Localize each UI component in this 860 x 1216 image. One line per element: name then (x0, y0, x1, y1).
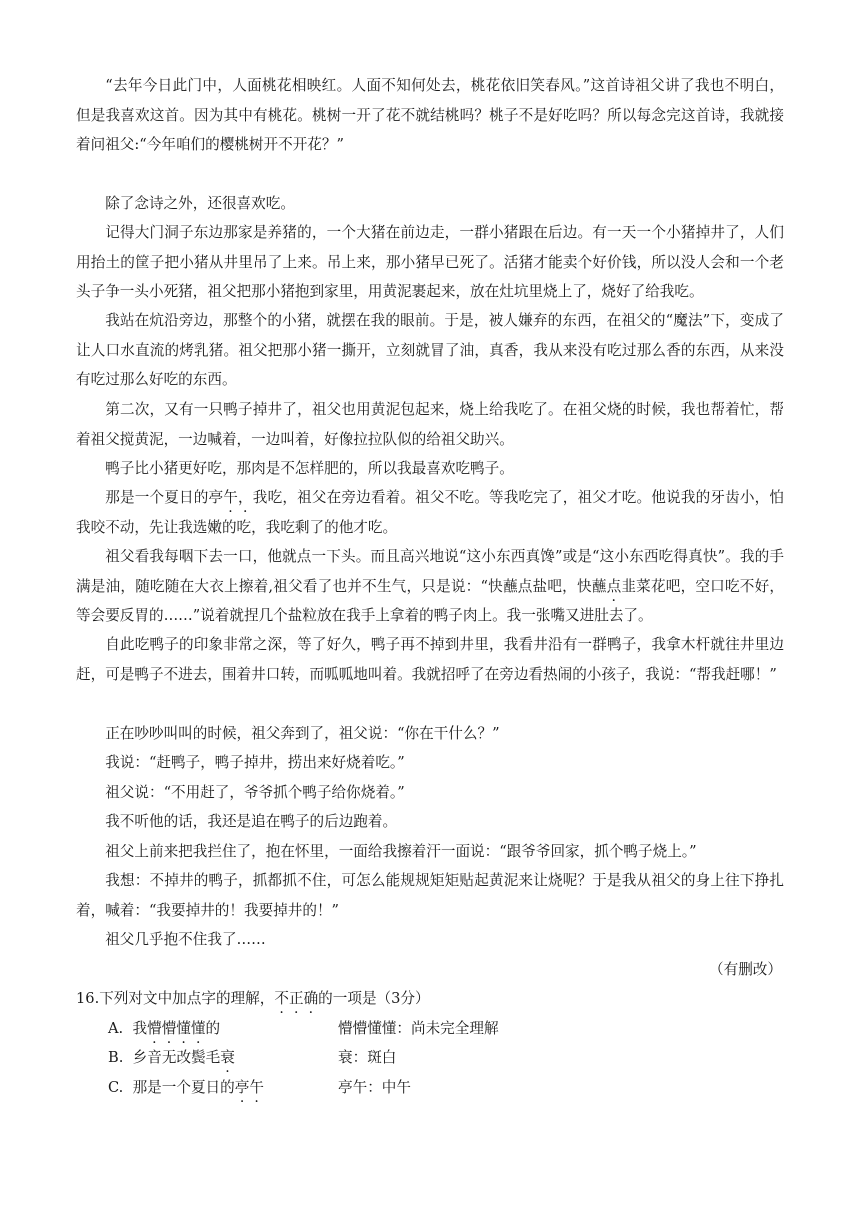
paragraph: 鸭子比小猪更好吃，那肉是不怎样肥的，所以我最喜欢吃鸭子。 (105, 460, 514, 477)
question-prefix: 16.下列对文中加点字的理解， (76, 990, 275, 1007)
source-note: （有删改） (709, 961, 782, 978)
question-suffix: 的一项是（3分） (318, 990, 430, 1007)
option-c (108, 1073, 264, 1103)
paragraph: “去年今日此门中，人面桃花相映红。人面不知何处去，桃花依旧笑春风。”这首诗祖父讲了我也不明白，但是我喜欢这首。因为其中有桃花。桃树一开了花不就结桃吗？桃子不是好吃吗？所以每念完这首诗，我就接着问祖父:“今年咱们的樱桃树开不开花？” (76, 77, 784, 153)
paragraph (76, 483, 784, 542)
paragraph: 我不听他的话，我还是追在鸭子的后边跑着。 (105, 813, 398, 830)
paragraph: 我站在炕沿旁边，那整个的小猪，就摆在我的眼前。于是，被人嫌弃的东西，在祖父的“魔法”下，变成了让人口水直流的烤乳猪。祖父把那小猪一撕开，立刻就冒了油，真香，我从来没有吃过那么香的东西，从来没有吃过那么好吃的东西。 (76, 312, 784, 388)
option-letter: A. (108, 1020, 124, 1037)
option-text: 乡音无改鬓毛 (132, 1049, 221, 1066)
question-stem (76, 984, 430, 1014)
paragraph: 除了念诗之外，还很喜欢吃。 (105, 195, 295, 212)
dotted-char: 不 (274, 990, 289, 1007)
paragraph: 正在吵吵叫叫的时候，祖父奔到了，祖父说：“你在干什么？” (105, 725, 500, 742)
dotted-char: 蘸 (591, 577, 607, 595)
paragraph: 自此吃鸭子的印象非常之深，等了好久，鸭子再不掉到井里，我看井沿有一群鸭子，我拿木杆就往井里边赶，可是鸭子不进去，围着井口转，而呱呱地叫着。我就招呼了在旁边看热闹的小孩子，我说：“帮我赶哪！” (76, 636, 784, 683)
dotted-char: 午 (223, 489, 239, 506)
option-letter: C. (108, 1079, 124, 1096)
paragraph: 我想：不掉井的鸭子，抓都抓不住，可怎么能规规矩矩贴起黄泥来让烧呢？于是我从祖父的身上往下挣扎着，喊着：“我要掉井的！我要掉井的！” (76, 872, 784, 919)
dotted-char: 午 (249, 1079, 264, 1096)
paragraph (76, 542, 784, 631)
option-c-meaning: 亭午：中午 (338, 1079, 411, 1096)
dotted-char: 亭 (234, 1079, 250, 1096)
paragraph: 祖父上前来把我拦住了，抱在怀里，一面给我擦着汗一面说：“跟爷爷回家，抓个鸭子烧上。” (105, 843, 697, 860)
dotted-char: 懵 (147, 1020, 162, 1037)
dotted-char: 衰 (220, 1049, 235, 1066)
option-text: 我 (132, 1020, 148, 1037)
option-text: 那是一个夏日的 (132, 1079, 235, 1096)
option-text: 的 (205, 1020, 221, 1037)
paragraph-text-post: ，我吃，祖父在旁边看着。祖父不吃。等我吃完了，祖父才吃。他说我的牙齿小，怕我咬不动，先让我选嫩的吃，我吃剩了的他才吃。 (76, 489, 784, 536)
paragraph: 我说：“赶鸭子，鸭子掉井，捞出来好烧着吃。” (105, 754, 405, 771)
paragraph: 祖父说：“不用赶了，爷爷抓个鸭子给你烧着。” (105, 784, 405, 801)
paragraph: 记得大门洞子东边那家是养猪的，一个大猪在前边走，一群小猪跟在后边。有一天一个小猪掉井了，人们用抬土的筐子把小猪从井里吊了上来。吊上来，那小猪早已死了。活猪才能卖个好价钱，所以没人会和一个老头子争一头小死猪，祖父把那小猪抱到家里，用黄泥裹起来，放在灶坑里烧上了，烧好了给我吃。 (76, 224, 784, 300)
option-b-meaning: 衰：斑白 (338, 1049, 397, 1066)
dotted-char: 懂 (190, 1020, 206, 1037)
option-a-meaning: 懵懵懂懂：尚未完全理解 (338, 1020, 499, 1037)
paragraph-text-post: 点韭菜花吧，空口吃不好，等会要反胃的……”说着就捏几个盐粒放在我手上拿着的鸭子肉上。我一张嘴又进肚去了。 (76, 577, 784, 624)
option-b (108, 1043, 235, 1073)
option-letter: B. (108, 1049, 124, 1066)
dotted-char: 懂 (176, 1020, 191, 1037)
paragraph: 第二次，又有一只鸭子掉井了，祖父也用黄泥包起来，烧上给我吃了。在祖父烧的时候，我也帮着忙，帮着祖父搅黄泥，一边喊着，一边叫着，好像拉拉队似的给祖父助兴。 (76, 401, 784, 448)
option-a (108, 1014, 220, 1044)
dotted-char: 亭 (208, 489, 224, 506)
dotted-char: 确 (303, 990, 319, 1007)
paragraph-text-pre: 那是一个夏日的 (105, 489, 209, 506)
dotted-char: 正 (288, 990, 304, 1007)
dotted-char: 懵 (161, 1020, 177, 1037)
paragraph: 祖父几乎抱不住我了…… (105, 931, 266, 948)
paragraph-text-pre: 祖父看我每咽下去一口，他就点一下头。而且高兴地说“这小东西真馋”或是“这小东西吃得真快”。我的手满是油，随吃随在大衣上擦着,祖父看了也并不生气，只是说：“快蘸点盐吧，快 (76, 548, 784, 595)
